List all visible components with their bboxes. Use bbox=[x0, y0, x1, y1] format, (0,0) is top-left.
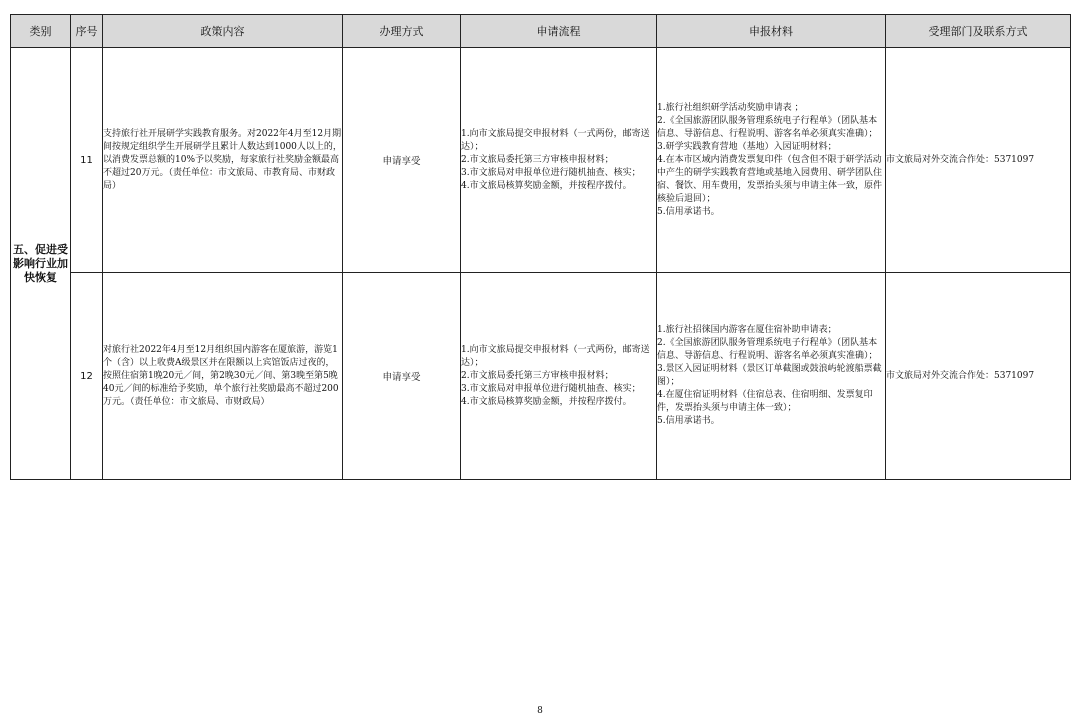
method-cell: 申请享受 bbox=[343, 48, 461, 273]
material-item: 4.在厦住宿证明材料（住宿总表、住宿明细、发票复印件，发票抬头须与申请主体一致）； bbox=[657, 390, 873, 413]
material-item: 3.景区入园证明材料（景区订单截图或鼓浪屿轮渡船票截图）； bbox=[657, 364, 882, 387]
header-materials: 申报材料 bbox=[657, 15, 886, 48]
table-row bbox=[11, 273, 1071, 480]
seq-cell: 12 bbox=[71, 273, 103, 480]
policy-cell: 支持旅行社开展研学实践教育服务。对2022年4月至12月期间按规定组织学生开展研学且累计人数达到1000人以上的，以消费发票总额的10%予以奖励，每家旅行社奖励金额最高不超过20万元。（责任单位：市文旅局、市教育局、市财政局） bbox=[103, 48, 343, 273]
process-step: 2.市文旅局委托第三方审核申报材料； bbox=[461, 154, 614, 165]
material-item: 5.信用承诺书。 bbox=[657, 206, 720, 217]
header-category: 类别 bbox=[11, 15, 71, 48]
material-item: 5.信用承诺书。 bbox=[657, 416, 720, 426]
materials-cell bbox=[657, 273, 886, 480]
materials-cell bbox=[657, 48, 886, 273]
category-cell: 五、促进受影响行业加快恢复 bbox=[11, 48, 71, 480]
process-step: 2.市文旅局委托第三方审核申报材料； bbox=[461, 370, 614, 381]
table-row bbox=[11, 48, 1071, 273]
material-item: 4.在本市区域内消费发票复印件（包含但不限于研学活动中产生的研学实践教育营地或基地入园费用、研学团队住宿、餐饮、用车费用，发票抬头须与申请主体一致，原件核验后退回）； bbox=[657, 154, 883, 204]
policy-table bbox=[10, 14, 1071, 480]
header-method: 办理方式 bbox=[343, 15, 461, 48]
dept-cell: 市文旅局对外交流合作处：5371097 bbox=[886, 48, 1071, 273]
process-step: 3.市文旅局对申报单位进行随机抽查、核实； bbox=[461, 167, 641, 178]
page-number: 8 bbox=[537, 706, 543, 716]
seq-cell: 11 bbox=[71, 48, 103, 273]
process-step: 1.向市文旅局提交申报材料（一式两份，邮寄送达）； bbox=[461, 344, 650, 368]
header-row bbox=[11, 15, 1071, 48]
process-step: 4.市文旅局核算奖励金额，并按程序拨付。 bbox=[461, 180, 632, 191]
policy-cell: 对旅行社2022年4月至12月组织国内游客在厦旅游，游览1个（含）以上收费A级景区并在限额以上宾馆饭店过夜的，按照住宿第1晚20元／间，第2晚30元／间、第3晚至第5晚40元／间的标准给予奖励，单个旅行社奖励最高不超过200万元。（责任单位：市文旅局、市财政局） bbox=[103, 273, 343, 480]
material-item: 2.《全国旅游团队服务管理系统电子行程单》（团队基本信息、导游信息、行程说明、游客名单必须真实准确）； bbox=[657, 115, 878, 139]
material-item: 3.研学实践教育营地（基地）入园证明材料； bbox=[657, 141, 837, 152]
process-step: 3.市文旅局对申报单位进行随机抽查、核实； bbox=[461, 383, 641, 394]
header-policy: 政策内容 bbox=[103, 15, 343, 48]
material-item: 1.旅行社组织研学活动奖励申请表 ； bbox=[657, 102, 804, 113]
process-step: 1.向市文旅局提交申报材料（一式两份，邮寄送达）； bbox=[461, 128, 650, 152]
process-cell bbox=[461, 48, 657, 273]
process-cell bbox=[461, 273, 657, 480]
header-seq: 序号 bbox=[71, 15, 103, 48]
material-item: 2.《全国旅游团队服务管理系统电子行程单》（团队基本信息、导游信息、行程说明、游客名单必须真实准确）； bbox=[657, 338, 878, 361]
method-cell: 申请享受 bbox=[343, 273, 461, 480]
process-step: 4.市文旅局核算奖励金额，并按程序拨付。 bbox=[461, 396, 632, 407]
header-process: 申请流程 bbox=[461, 15, 657, 48]
dept-cell: 市文旅局对外交流合作处：5371097 bbox=[886, 273, 1071, 480]
material-item: 1.旅行社招徕国内游客在厦住宿补助申请表； bbox=[657, 325, 837, 335]
header-dept: 受理部门及联系方式 bbox=[886, 15, 1071, 48]
